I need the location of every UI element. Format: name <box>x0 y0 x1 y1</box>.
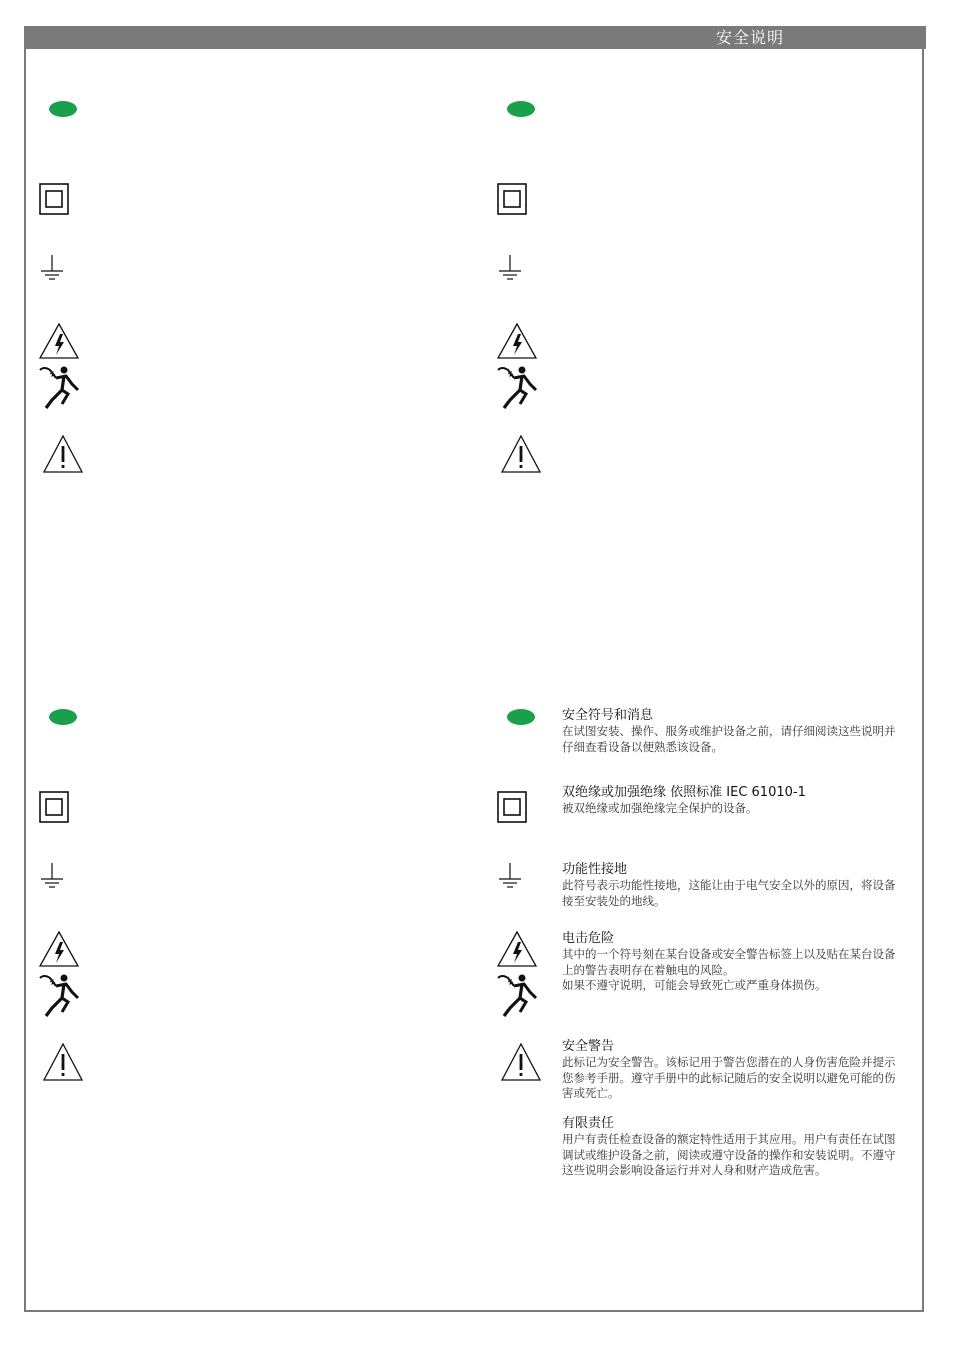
section-body: 此符号表示功能性接地，这能让由于电气安全以外的原因，将设备接至安装处的地线。 <box>562 878 896 908</box>
quadrant-bottom-right <box>494 704 914 1264</box>
section-body: 在试图安装、操作、服务或维护设备之前，请仔细阅读这些说明并仔细查看设备以便熟悉该设备。 <box>562 724 896 754</box>
double-insulation-icon <box>39 791 69 823</box>
section-title: 电击危险 <box>562 931 615 946</box>
green-dot-icon <box>49 101 77 117</box>
warning-triangle-icon <box>500 1042 542 1082</box>
section-body: 被双绝缘或加强绝缘完全保护的设备。 <box>562 801 758 815</box>
section-title: 安全符号和消息 <box>562 708 654 723</box>
quadrant-bottom-left <box>36 704 456 1264</box>
green-dot-icon <box>507 101 535 117</box>
double-insulation-icon <box>497 183 527 215</box>
electric-shock-triangle-icon <box>496 322 538 360</box>
ground-icon <box>39 253 65 283</box>
section-safety-warning <box>562 1039 902 1102</box>
electric-shock-triangle-icon <box>38 322 80 360</box>
header-bar <box>24 26 926 49</box>
warning-triangle-icon <box>500 434 542 474</box>
shock-person-icon <box>496 364 540 412</box>
shock-person-icon <box>38 972 82 1020</box>
electric-shock-triangle-icon <box>38 930 80 968</box>
ground-icon <box>39 861 65 891</box>
section-body: 如果不遵守说明，可能会导致死亡或严重身体损伤。 <box>562 978 827 992</box>
shock-person-icon <box>38 364 82 412</box>
shock-person-icon <box>496 972 540 1020</box>
quadrant-top-right <box>494 96 914 656</box>
section-safety-symbols <box>562 708 902 755</box>
double-insulation-icon <box>497 791 527 823</box>
section-title: 安全警告 <box>562 1039 615 1054</box>
green-dot-icon <box>507 709 535 725</box>
section-title: 双绝缘或加强绝缘 依照标准 IEC 61010-1 <box>562 785 806 800</box>
section-limited-liability <box>562 1116 902 1179</box>
section-shock-hazard <box>562 931 902 994</box>
section-title: 功能性接地 <box>562 862 628 877</box>
section-body: 此标记为安全警告。该标记用于警告您潜在的人身伤害危险并提示您参考手册。遵守手册中的此标记随后的安全说明以避免可能的伤害或死亡。 <box>562 1055 896 1100</box>
electric-shock-triangle-icon <box>496 930 538 968</box>
double-insulation-icon <box>39 183 69 215</box>
section-functional-ground <box>562 862 902 909</box>
warning-triangle-icon <box>42 1042 84 1082</box>
section-title: 有限责任 <box>562 1116 615 1131</box>
ground-icon <box>497 253 523 283</box>
page-title: 安全说明 <box>716 28 785 47</box>
warning-triangle-icon <box>42 434 84 474</box>
green-dot-icon <box>49 709 77 725</box>
section-double-insulation <box>562 785 902 817</box>
quadrant-top-left <box>36 96 456 656</box>
section-body: 其中的一个符号刻在某台设备或安全警告标签上以及贴在某台设备上的警告表明存在着触电的风险。 <box>562 947 896 977</box>
ground-icon <box>497 861 523 891</box>
section-body: 用户有责任检查设备的额定特性适用于其应用。用户有责任在试图调试或维护设备之前，阅读或遵守设备的操作和安装说明。不遵守这些说明会影响设备运行并对人身和财产造成危害。 <box>562 1132 896 1177</box>
